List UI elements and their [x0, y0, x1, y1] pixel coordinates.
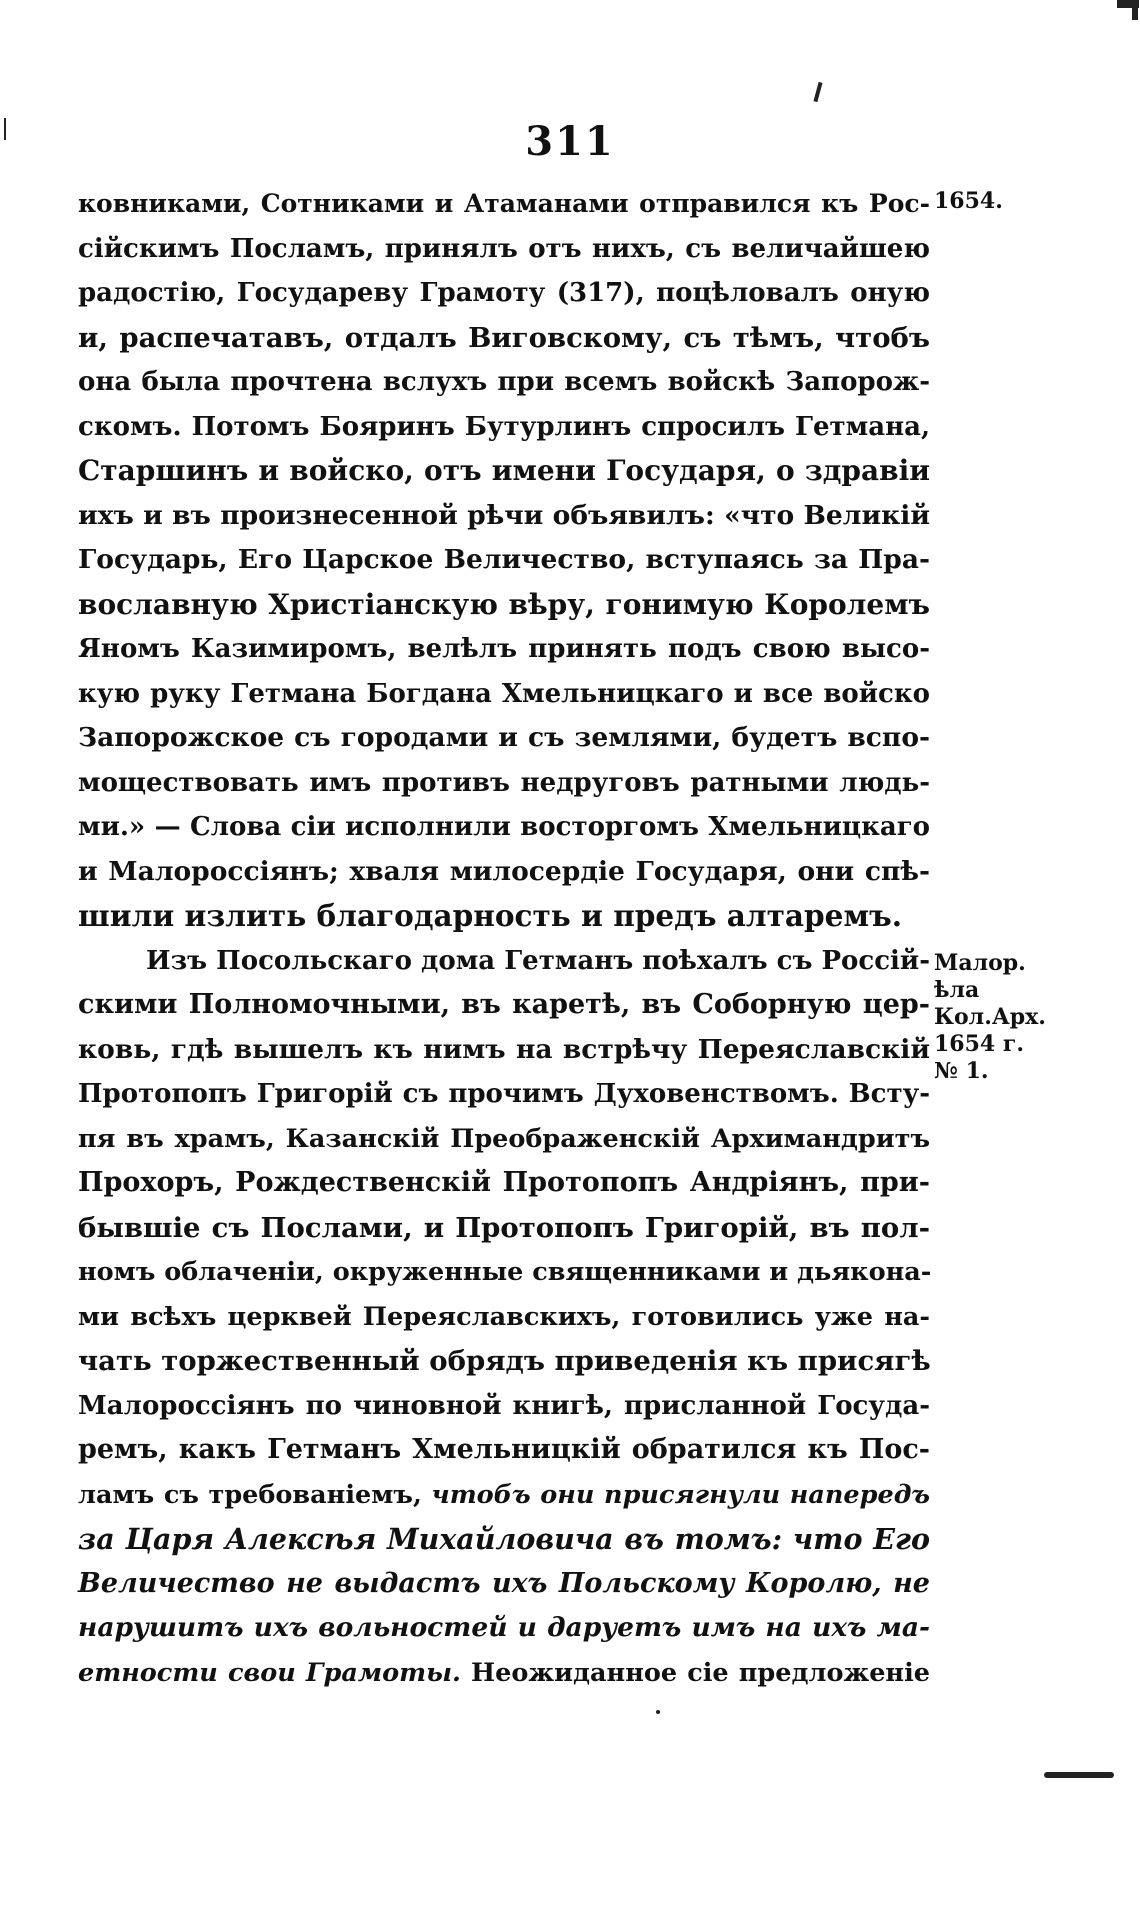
text-line: Прохоръ, Рождественскій Протопопъ Андріянъ, при-	[78, 1167, 930, 1198]
text-line: сійскимъ Посламъ, принялъ отъ нихъ, съ величайшею	[78, 233, 930, 264]
text-line: скими Полномочными, въ каретѣ, въ Соборную цер-	[78, 989, 930, 1020]
text-line: ковь, гдѣ вышелъ къ нимъ на встрѣчу Переяславскій	[78, 1033, 930, 1065]
text-line: скомъ. Потомъ Бояринъ Бутурлинъ спросилъ Гетмана,	[78, 411, 930, 442]
italic-line: Величество не выдастъ ихъ Польскому Королю, не	[78, 1567, 930, 1599]
text-line: бывшіе съ Послами, и Протопопъ Григорій, въ пол-	[78, 1211, 930, 1244]
margin-note-line: Кол.Арх.	[934, 1004, 1046, 1030]
text-line: Яномъ Казимиромъ, велѣлъ принять подъ свою высо-	[78, 634, 930, 664]
margin-note-archive	[934, 950, 1046, 1085]
scan-mark	[656, 1710, 660, 1714]
scan-mark	[4, 118, 6, 140]
text-line: Старшинъ и войско, отъ имени Государя, о здравіи	[78, 454, 930, 487]
page-number: 311	[525, 118, 615, 165]
margin-note-year: 1654.	[934, 188, 1003, 214]
margin-note-line: ѣла	[934, 977, 980, 1003]
scan-mark	[1117, 0, 1139, 8]
text-line: и Малороссіянъ; хваля милосердіе Государя, они спѣ-	[78, 855, 930, 887]
margin-note-line: 1654 г.	[934, 1031, 1025, 1057]
margin-note-line: Малор.	[934, 950, 1026, 976]
text-line: ми.» — Слова сіи исполнили восторгомъ Хмельницкаго	[78, 812, 930, 842]
text-line: кую руку Гетмана Богдана Хмельницкаго и все войско	[78, 678, 930, 709]
text-line: Малороссіянъ по чиновной книгѣ, присланной Госуда-	[78, 1390, 930, 1421]
scan-mark	[1132, 8, 1138, 20]
plain-segment: ламъ съ требованіемъ,	[78, 1479, 432, 1510]
text-line: Протопопъ Григорій съ прочимъ Духовенствомъ. Всту-	[78, 1079, 930, 1109]
text-line: ихъ и въ произнесенной рѣчи объявилъ: «что Великій	[78, 499, 930, 531]
text-line: ремъ, какъ Гетманъ Хмельницкій обратился къ Пос-	[78, 1434, 930, 1465]
text-line-mixed	[78, 1473, 930, 1518]
text-line: пя въ храмъ, Казанскій Преображенскій Архимандритъ	[78, 1123, 930, 1154]
paragraph-start-line: Изъ Посольскаго дома Гетманъ поѣхалъ съ Россій-	[146, 945, 930, 976]
text-line: радостію, Государеву Грамоту (317), поцѣловалъ оную	[78, 278, 930, 308]
scan-mark	[1044, 1772, 1114, 1778]
italic-segment: чтобъ они присягнули напередъ	[431, 1479, 930, 1510]
text-line: ковниками, Сотниками и Атаманами отправился къ Рос-	[78, 189, 930, 218]
text-line-mixed	[78, 1651, 930, 1696]
text-line: Государь, Его Царское Величество, вступаясь за Пра-	[78, 544, 930, 575]
margin-note-line: № 1.	[934, 1058, 989, 1084]
text-line: вославную Христіанскую вѣру, гонимую Королемъ	[78, 587, 930, 621]
plain-segment: Неожиданное сіе предложеніе	[460, 1657, 931, 1688]
text-line: моществовать имъ противъ недруговъ ратными людь-	[78, 767, 930, 798]
paragraph-end-line: шили излить благодарность и предъ алтаремъ.	[78, 898, 902, 933]
italic-segment: етности свои Грамоты.	[78, 1657, 461, 1688]
scan-mark	[813, 82, 822, 102]
text-line: номъ облаченіи, окруженные священниками и дьякона-	[78, 1257, 932, 1287]
text-line: и, распечатавъ, отдалъ Виговскому, съ тѣмъ, чтобъ	[78, 321, 930, 354]
text-line: чать торжественный обрядъ приведенія къ присягѣ	[78, 1345, 931, 1377]
italic-line: за Царя Алексѣя Михайловича въ томъ: что Его	[78, 1522, 930, 1556]
text-line: ми всѣхъ церквей Переяславскихъ, готовились уже на-	[78, 1301, 930, 1332]
text-line: она была прочтена вслухъ при всемъ войскѣ Запорож-	[78, 367, 930, 397]
italic-line: нарушитъ ихъ вольностей и даруетъ имъ на ихъ ма-	[78, 1612, 930, 1643]
text-line: Запорожское съ городами и съ землями, будетъ вспо-	[78, 722, 930, 753]
body-text	[78, 182, 930, 1695]
